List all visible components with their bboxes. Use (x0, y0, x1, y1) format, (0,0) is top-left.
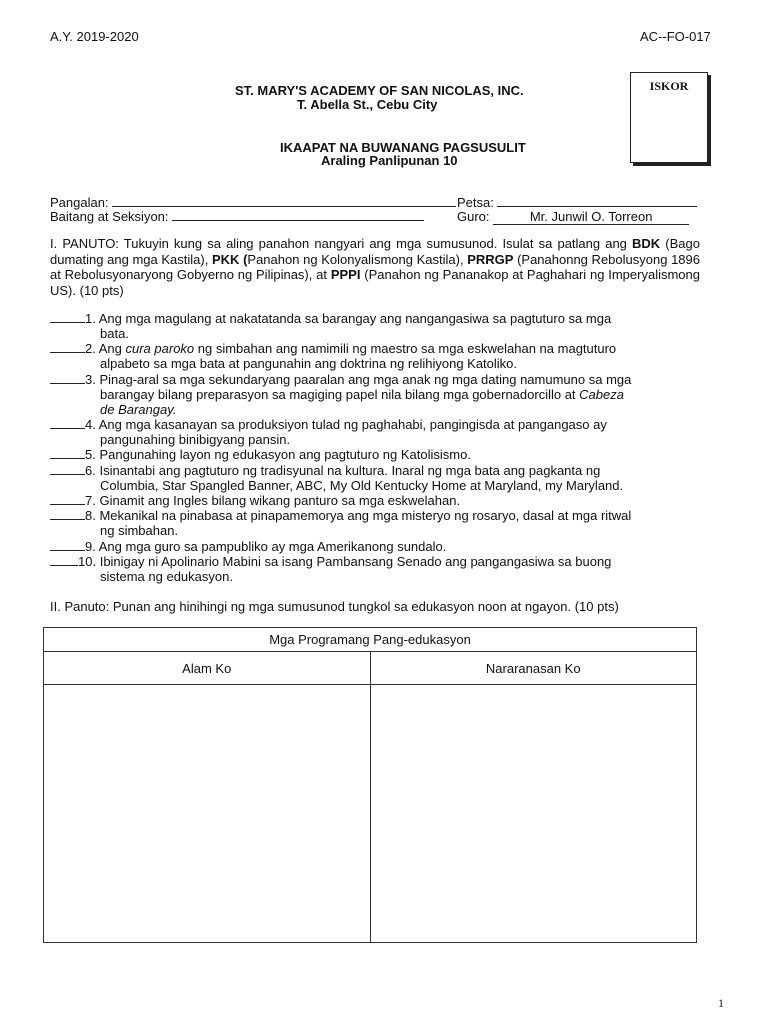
item-text: Isinantabi ang pagtuturo ng tradisyunal na kultura. Inaral ng mga bata ang pagkanta ng (99, 463, 601, 478)
form-code: AC--FO-017 (640, 29, 711, 44)
item-text: Ang mga magulang at nakatatanda sa barangay ang nangangasiwa sa pagtuturo sa mga (98, 311, 612, 326)
question-item (50, 508, 710, 538)
item-number: 10. (78, 554, 97, 569)
teacher-field (457, 209, 689, 225)
item-text-cont: ng simbahan. (100, 523, 179, 539)
item-number: 4. (85, 417, 96, 432)
item-number: 7. (85, 493, 96, 508)
item-text: ng simbahan ang namimili ng maestro sa mga eskwelahan na magtuturo (194, 341, 617, 356)
question-item (50, 554, 710, 584)
item-text: Ang (98, 341, 126, 356)
date-label: Petsa: (457, 195, 494, 210)
academic-year: A.Y. 2019-2020 (50, 29, 139, 44)
item-text-cont: Columbia, Star Spangled Banner, ABC, My Old Kentucky Home at Maryland, my Maryland. (100, 478, 624, 494)
part1-text-1: I. PANUTO: Tukuyin kung sa aling panahon nangyari ang mga sumusunod. Isulat sa patlang ang (50, 236, 633, 251)
item-number: 9. (85, 539, 96, 554)
question-item (50, 463, 710, 493)
exam-subject: Araling Panlipunan 10 (321, 153, 458, 168)
page-number: 1 (718, 996, 724, 1010)
name-line[interactable] (112, 195, 456, 207)
grade-section-field (50, 209, 424, 224)
code-pkk: PKK ( (211, 251, 248, 267)
item-number: 6. (85, 463, 96, 478)
item-text-cont: sistema ng edukasyon. (100, 569, 233, 585)
item-text: Pinag-aral sa mga sekundaryang paaralan ang mga anak ng mga dating namumuno sa mga (99, 372, 632, 387)
question-item (50, 372, 710, 418)
question-item (50, 493, 710, 508)
item-number: 1. (85, 311, 96, 326)
question-item (50, 539, 710, 554)
item-text: Ginamit ang Ingles bilang wikang panturo sa mga eskwelahan. (99, 493, 461, 508)
school-address: T. Abella St., Cebu City (297, 97, 438, 112)
question-item (50, 417, 710, 447)
answer-blank[interactable] (50, 540, 85, 551)
grade-section-label: Baitang at Seksiyon: (50, 209, 169, 224)
part1-text-3: Panahon ng Kolonyalismong Kastila), (247, 251, 468, 267)
item-text: Pangunahing layon ng edukasyon ang pagtuturo ng Katolisismo. (99, 447, 471, 462)
item-text-italic: de Barangay. (100, 402, 177, 418)
question-item (50, 311, 710, 341)
score-box (630, 72, 708, 163)
column-header-nararanasan-ko: Nararanasan Ko (370, 652, 697, 685)
name-label: Pangalan: (50, 195, 109, 210)
date-field (457, 195, 697, 210)
programs-table (43, 627, 697, 943)
answer-blank[interactable] (50, 448, 85, 459)
column-header-alam-ko: Alam Ko (44, 652, 371, 685)
teacher-label: Guro: (457, 209, 490, 224)
teacher-name: Mr. Junwil O. Torreon (493, 209, 689, 225)
exam-title: IKAAPAT NA BUWANANG PAGSUSULIT (280, 140, 526, 155)
answer-blank[interactable] (50, 373, 85, 384)
item-text: Ibinigay ni Apolinario Mabini sa isang Pambansang Senado ang pangangasiwa sa buong (99, 554, 612, 569)
item-text-italic: cura paroko (125, 341, 195, 356)
question-item (50, 341, 710, 371)
item-text-italic: Cabeza (579, 387, 624, 403)
part1-text-5: (Panahon ng Pananakop at Paghahari ng Imperyalismong US). (10 pts) (50, 267, 700, 298)
item-text-cont: barangay bilang preparasyon sa magiging papel nila bilang mga gobernadorcillo at (100, 387, 580, 403)
item-text-cont: alpabeto sa mga bata at pangunahin ang doktrina ng relihiyong Katoliko. (100, 356, 518, 372)
item-text: Ang mga kasanayan sa produksiyon tulad ng paghahabi, pangingisda at pangangaso ay (98, 417, 607, 432)
answer-blank[interactable] (50, 418, 85, 429)
school-name: ST. MARY'S ACADEMY OF SAN NICOLAS, INC. (235, 83, 524, 98)
table-title: Mga Programang Pang-edukasyon (44, 628, 697, 652)
answer-cell-nararanasan-ko[interactable] (370, 685, 697, 943)
answer-cell-alam-ko[interactable] (44, 685, 371, 943)
item-text-cont: bata. (100, 326, 129, 342)
part1-text-2: (Bago dumating ang mga Kastila), (50, 236, 700, 267)
answer-blank[interactable] (50, 342, 85, 353)
part2-instructions: II. Panuto: Punan ang hinihingi ng mga sumusunod tungkol sa edukasyon noon at ngayon. (10 pts) (50, 599, 619, 614)
answer-blank[interactable] (50, 464, 85, 475)
score-label: ISKOR (649, 79, 689, 93)
part1-instructions (50, 236, 700, 298)
item-number: 8. (85, 508, 96, 523)
grade-section-line[interactable] (172, 209, 424, 221)
item-text: Mekanikal na pinabasa at pinapamemorya ang mga misteryo ng rosaryo, dasal at mga ritwal (99, 508, 632, 523)
question-item (50, 447, 710, 462)
answer-blank[interactable] (50, 312, 85, 323)
item-number: 5. (85, 447, 96, 462)
answer-blank[interactable] (50, 494, 85, 505)
answer-blank[interactable] (50, 555, 78, 566)
item-number: 2. (85, 341, 96, 356)
code-pppi: PPPI (330, 267, 361, 282)
part1-text-4: (Panahonng Rebolusyong 1896 at Rebolusyonaryong Gobyerno ng Pilipinas), at (50, 251, 700, 282)
item-text: Ang mga guro sa pampubliko ay mga Amerikanong sundalo. (98, 539, 447, 554)
item-number: 3. (85, 372, 96, 387)
code-prrgp: PRRGP (467, 251, 514, 267)
item-text-cont: pangunahing binibigyang pansin. (100, 432, 291, 448)
date-line[interactable] (497, 195, 697, 207)
answer-blank[interactable] (50, 509, 85, 520)
code-bdk: BDK (632, 236, 661, 251)
name-field (50, 195, 456, 210)
